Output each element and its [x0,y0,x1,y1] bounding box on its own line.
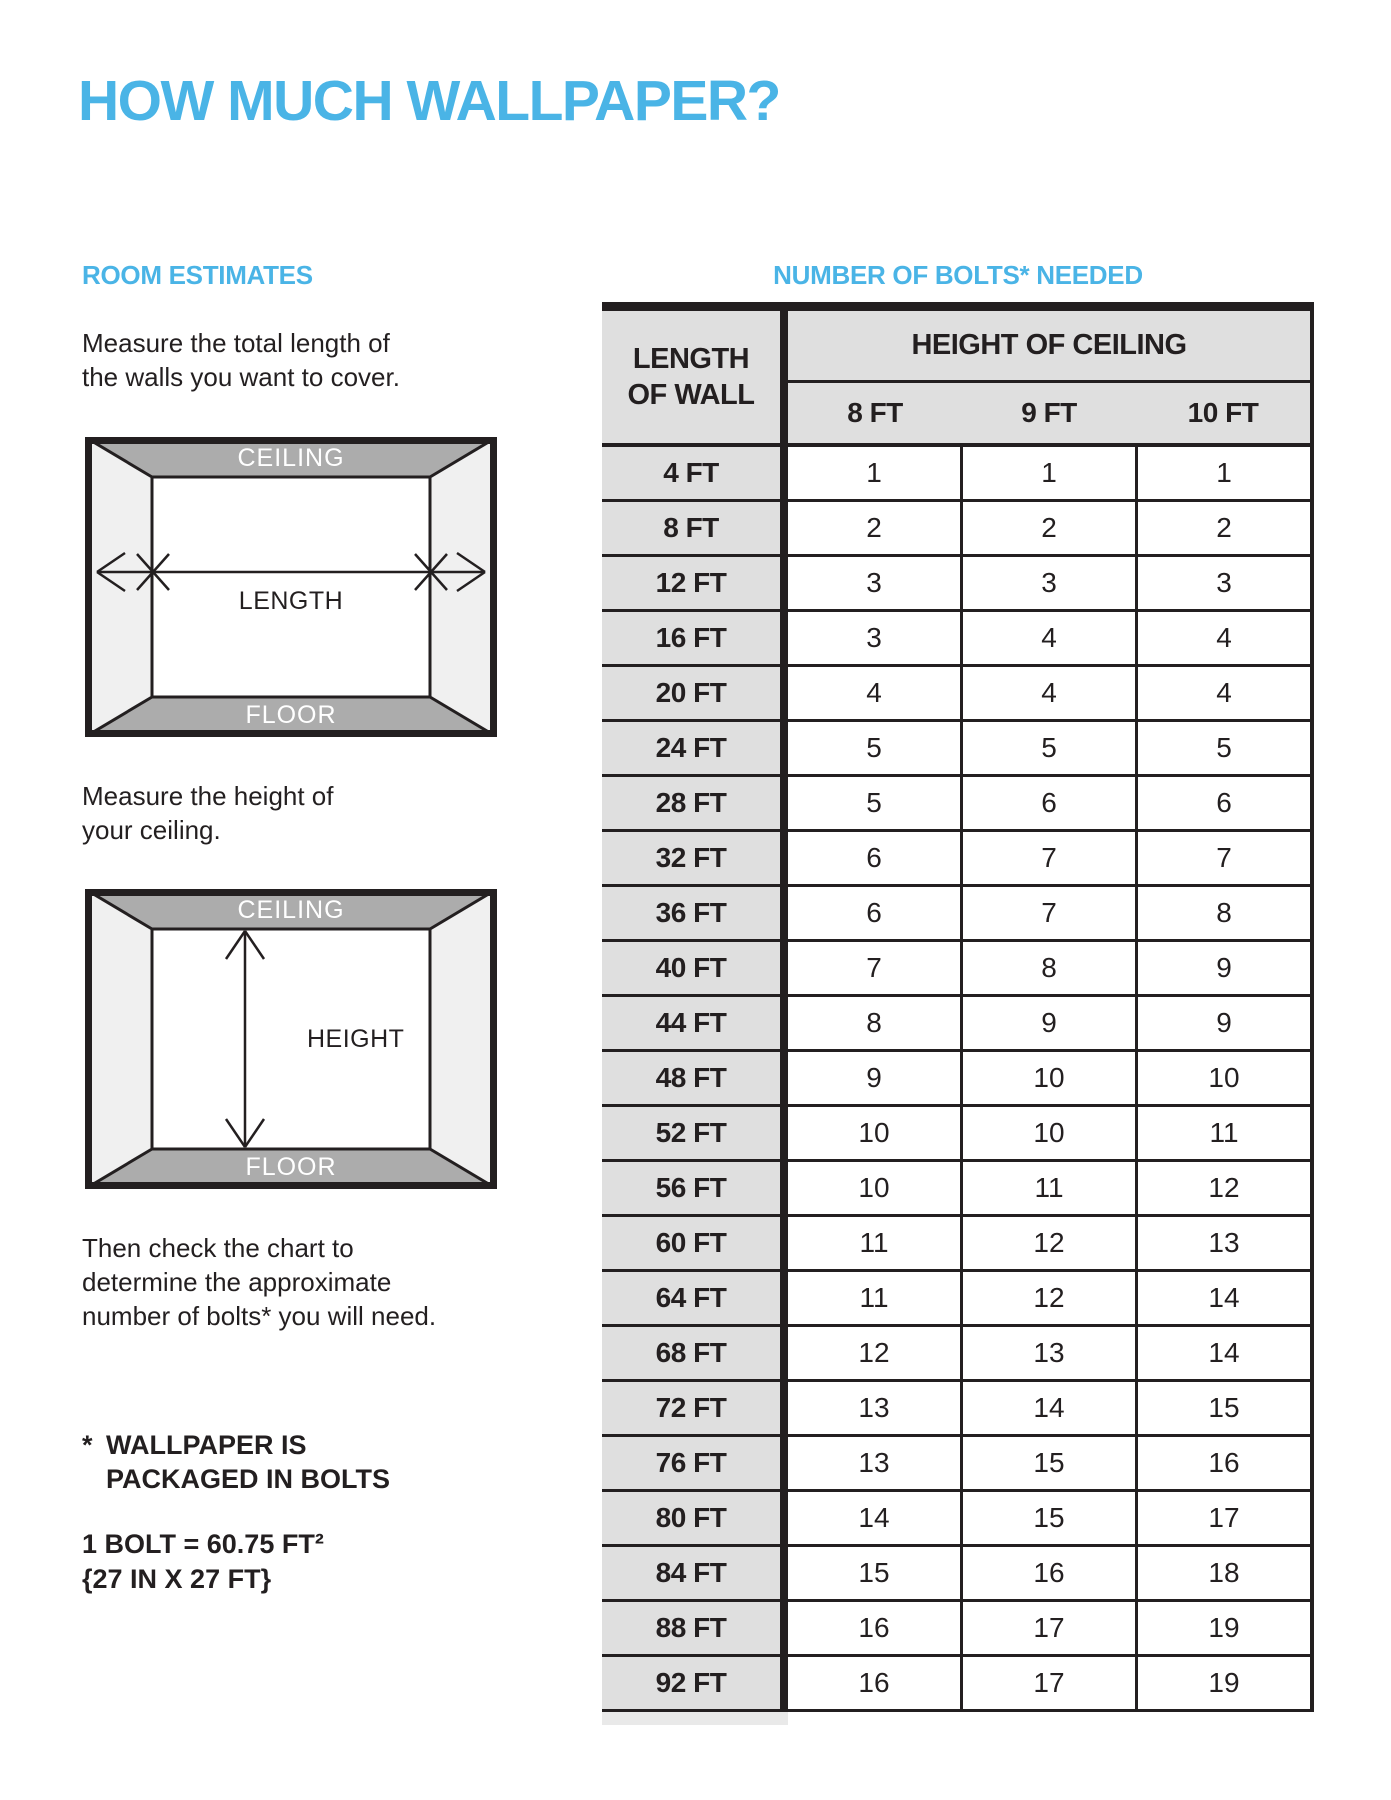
row-header-wall-length: 16 FT [602,612,788,667]
bolt-count-cell: 5 [963,722,1138,777]
bolt-count-cell: 19 [1138,1657,1310,1712]
text-line: Measure the total length of [82,328,390,358]
bolt-count-cell: 6 [963,777,1138,832]
bolt-count-cell: 6 [1138,777,1310,832]
bolt-count-cell: 15 [788,1547,963,1602]
table-footer-stub [602,1712,788,1725]
bolt-count-cell: 11 [1138,1107,1310,1162]
bolt-count-cell: 12 [963,1217,1138,1272]
bolt-count-cell: 14 [1138,1272,1310,1327]
text-line: the walls you want to cover. [82,362,400,392]
bolt-count-cell: 5 [1138,722,1310,777]
bolt-count-cell: 8 [963,942,1138,997]
row-header-wall-length: 76 FT [602,1437,788,1492]
bolt-count-cell: 11 [788,1272,963,1327]
row-header-wall-length: 60 FT [602,1217,788,1272]
row-header-wall-length: 84 FT [602,1547,788,1602]
bolt-count-cell: 11 [963,1162,1138,1217]
length-of-wall-header: LENGTH OF WALL [602,311,788,443]
bolt-count-cell: 12 [1138,1162,1310,1217]
bolt-count-cell: 3 [788,557,963,612]
row-header-wall-length: 80 FT [602,1492,788,1547]
table-row [602,612,1310,667]
row-header-wall-length: 64 FT [602,1272,788,1327]
room-estimates-heading: ROOM ESTIMATES [82,260,313,290]
table-row [602,1437,1310,1492]
bolt-count-cell: 14 [788,1492,963,1547]
bolt-count-cell: 16 [1138,1437,1310,1492]
ceiling-label: CEILING [237,444,345,472]
row-header-wall-length: 8 FT [602,502,788,557]
table-row [602,1107,1310,1162]
row-header-wall-length: 24 FT [602,722,788,777]
row-header-wall-length: 20 FT [602,667,788,722]
table-row [602,502,1310,557]
text-line: your ceiling. [82,815,221,845]
table-row [602,777,1310,832]
bolt-count-cell: 13 [963,1327,1138,1382]
ceiling-height-subheaders [788,383,1310,443]
bolt-count-cell: 9 [963,997,1138,1052]
column-header-9ft: 9 FT [1021,397,1077,428]
check-chart-text [82,1231,436,1333]
table-row [602,1327,1310,1382]
bolts-needed-heading: NUMBER OF BOLTS* NEEDED [773,260,1143,290]
bolt-count-cell: 9 [1138,942,1310,997]
floor-label: FLOOR [245,1153,337,1181]
bolts-needed-table [602,302,1314,1725]
row-header-wall-length: 32 FT [602,832,788,887]
bolt-count-cell: 16 [788,1657,963,1712]
bolt-count-cell: 2 [963,502,1138,557]
table-row [602,1217,1310,1272]
bolt-dimensions: {27 IN X 27 FT} [82,1564,272,1594]
bolt-count-cell: 12 [963,1272,1138,1327]
bolt-count-cell: 1 [1138,447,1310,502]
text-line: determine the approximate [82,1267,392,1297]
table-row [602,887,1310,942]
row-header-wall-length: 36 FT [602,887,788,942]
bolt-count-cell: 1 [788,447,963,502]
room-length-diagram [85,437,497,737]
table-row [602,1272,1310,1327]
bolt-count-cell: 10 [963,1052,1138,1107]
bolt-count-cell: 7 [963,832,1138,887]
table-row [602,1052,1310,1107]
bolt-count-cell: 6 [788,832,963,887]
bolt-count-cell: 15 [1138,1382,1310,1437]
bolt-size-info [82,1527,324,1597]
bolt-count-cell: 15 [963,1492,1138,1547]
bolt-count-cell: 12 [788,1327,963,1382]
bolt-count-cell: 8 [788,997,963,1052]
bolt-count-cell: 16 [788,1602,963,1657]
text-line: Measure the height of [82,781,334,811]
row-header-wall-length: 48 FT [602,1052,788,1107]
bolt-count-cell: 16 [963,1547,1138,1602]
asterisk: * [82,1430,93,1460]
bolt-count-cell: 19 [1138,1602,1310,1657]
row-header-wall-length: 88 FT [602,1602,788,1657]
room-perspective-graphic [85,889,497,1189]
bolt-count-cell: 13 [788,1437,963,1492]
bolt-count-cell: 9 [788,1052,963,1107]
bolt-equation: 1 BOLT = 60.75 FT² [82,1529,324,1559]
table-row [602,1547,1310,1602]
table-header [602,311,1310,447]
table-row [602,1162,1310,1217]
bolt-count-cell: 4 [963,612,1138,667]
bolt-table-rows [602,447,1310,1712]
bolt-count-cell: 11 [788,1217,963,1272]
table-row [602,722,1310,777]
table-row [602,557,1310,612]
row-header-wall-length: 4 FT [602,447,788,502]
bolts-footnote [82,1428,390,1496]
footnote-line: WALLPAPER IS [106,1430,307,1460]
bolt-count-cell: 5 [788,777,963,832]
column-header-8ft: 8 FT [847,397,903,428]
row-header-wall-length: 68 FT [602,1327,788,1382]
table-row [602,942,1310,997]
bolt-count-cell: 13 [1138,1217,1310,1272]
row-header-wall-length: 72 FT [602,1382,788,1437]
row-header-wall-length: 28 FT [602,777,788,832]
text-line: Then check the chart to [82,1233,354,1263]
bolt-count-cell: 17 [963,1602,1138,1657]
bolt-count-cell: 2 [1138,502,1310,557]
bolt-count-cell: 7 [1138,832,1310,887]
table-top-bar [602,302,1314,311]
row-header-wall-length: 52 FT [602,1107,788,1162]
ceiling-label: CEILING [237,896,345,924]
height-label: HEIGHT [307,1025,405,1053]
page-title: HOW MUCH WALLPAPER? [78,69,780,133]
bolt-count-cell: 6 [788,887,963,942]
bolt-count-cell: 14 [963,1382,1138,1437]
bolt-count-cell: 4 [788,667,963,722]
row-header-wall-length: 56 FT [602,1162,788,1217]
bolt-count-cell: 7 [788,942,963,997]
row-header-wall-length: 12 FT [602,557,788,612]
bolt-count-cell: 13 [788,1382,963,1437]
height-of-ceiling-header: HEIGHT OF CEILING [788,311,1310,383]
table-row [602,447,1310,502]
bolt-count-cell: 3 [963,557,1138,612]
table-row [602,1382,1310,1437]
text-line: number of bolts* you will need. [82,1301,437,1331]
bolt-count-cell: 7 [963,887,1138,942]
column-header-10ft: 10 FT [1187,397,1259,428]
bolt-count-cell: 17 [963,1657,1138,1712]
bolt-count-cell: 17 [1138,1492,1310,1547]
bolt-count-cell: 10 [1138,1052,1310,1107]
table-row [602,832,1310,887]
row-header-wall-length: 92 FT [602,1657,788,1712]
row-header-wall-length: 40 FT [602,942,788,997]
bolt-count-cell: 5 [788,722,963,777]
table-row [602,1492,1310,1547]
bolt-count-cell: 14 [1138,1327,1310,1382]
length-label: LENGTH [238,587,344,615]
table-row [602,1657,1310,1712]
bolt-count-cell: 2 [788,502,963,557]
bolt-count-cell: 3 [788,612,963,667]
table-row [602,667,1310,722]
bolt-count-cell: 4 [963,667,1138,722]
table-row [602,1602,1310,1657]
bolt-count-cell: 18 [1138,1547,1310,1602]
bolt-count-cell: 4 [1138,667,1310,722]
bolt-count-cell: 9 [1138,997,1310,1052]
measure-length-text [82,326,400,394]
bolt-count-cell: 8 [1138,887,1310,942]
bolt-count-cell: 10 [788,1162,963,1217]
footnote-line: PACKAGED IN BOLTS [106,1464,391,1494]
table-row [602,997,1310,1052]
room-height-diagram [85,889,497,1189]
bolt-count-cell: 15 [963,1437,1138,1492]
bolt-count-cell: 1 [963,447,1138,502]
floor-label: FLOOR [245,701,337,729]
bolt-count-cell: 10 [788,1107,963,1162]
bolt-count-cell: 4 [1138,612,1310,667]
row-header-wall-length: 44 FT [602,997,788,1052]
bolt-count-cell: 3 [1138,557,1310,612]
measure-height-text [82,779,334,847]
bolt-count-cell: 10 [963,1107,1138,1162]
